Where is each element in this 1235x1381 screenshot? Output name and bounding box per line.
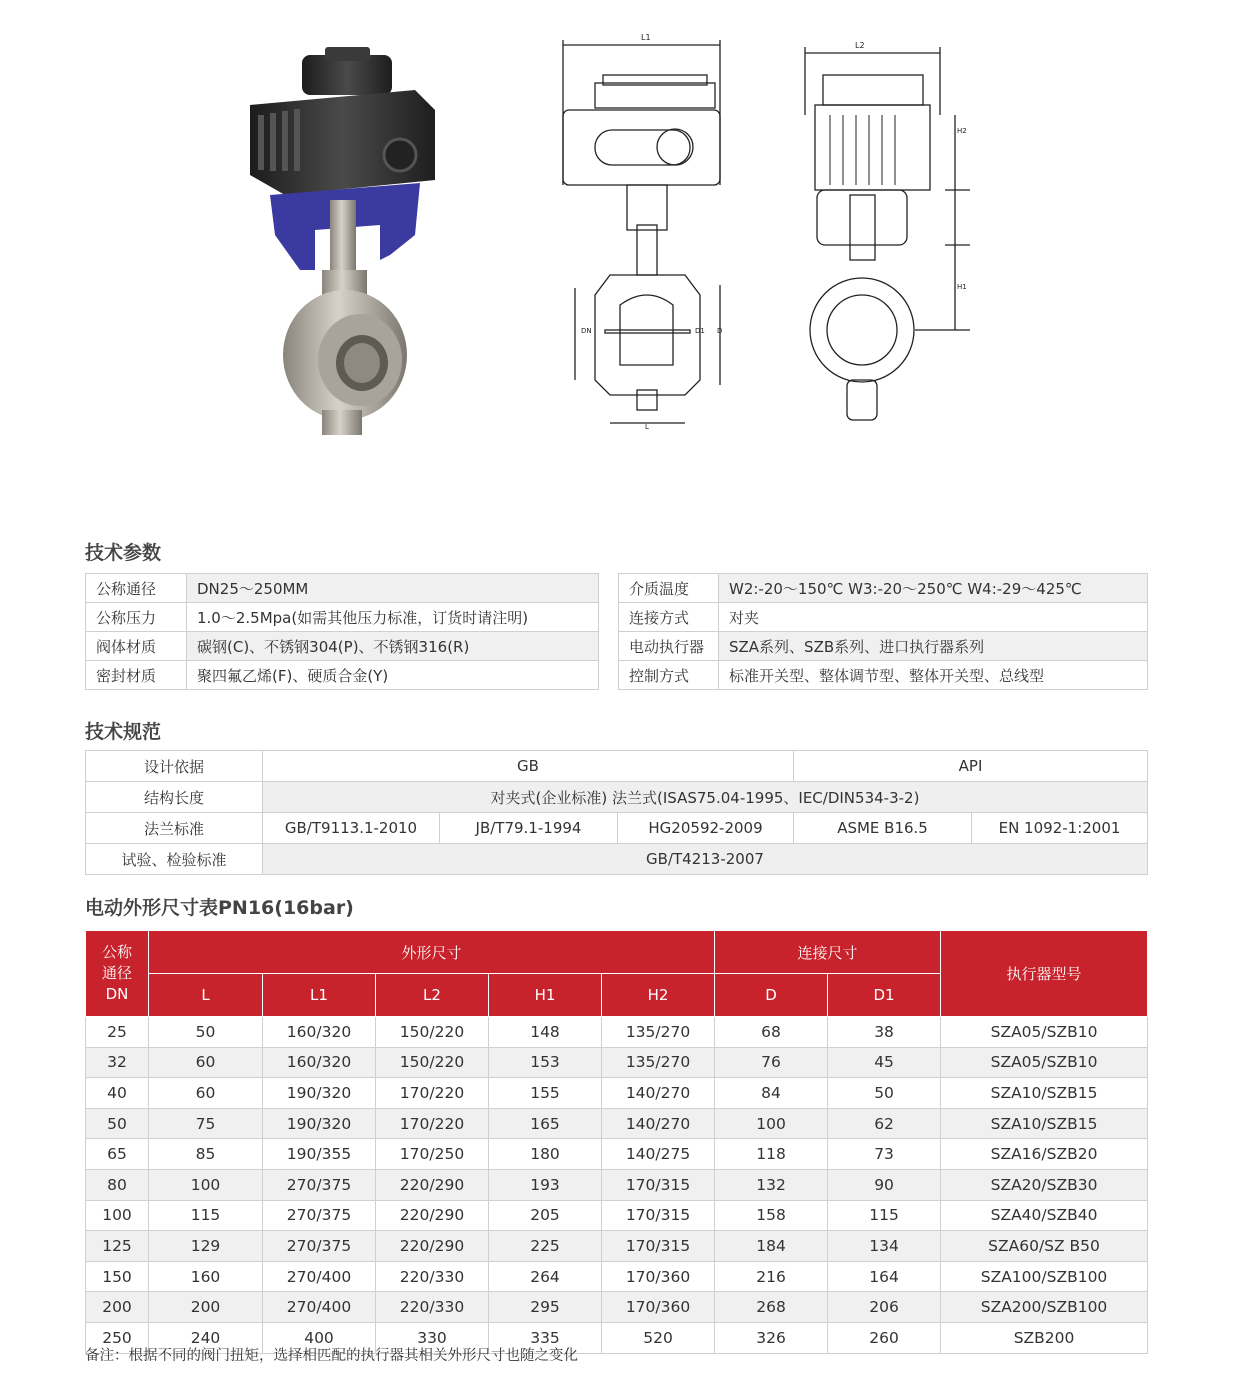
spec-value: EN 1092-1:2001 [972,813,1148,844]
footnote: 备注：根据不同的阀门扭矩，选择相匹配的执行器其相关外形尺寸也随之变化 [85,1348,578,1364]
param-label: 密封材质 [86,661,187,690]
table-cell: 76 [715,1047,828,1078]
table-cell: 330 [376,1322,489,1353]
table-cell: 150/220 [376,1047,489,1078]
table-cell: 60 [149,1047,263,1078]
table-cell: 160/320 [263,1047,376,1078]
header-l2: L2 [376,974,489,1017]
table-cell: 520 [602,1322,715,1353]
table-cell: 268 [715,1292,828,1323]
table-row [619,603,1148,632]
table-cell: 270/375 [263,1200,376,1231]
spec-label: 法兰标准 [86,813,263,844]
table-cell: SZA200/SZB100 [941,1292,1148,1323]
table-cell: 264 [489,1261,602,1292]
table-cell: 100 [149,1169,263,1200]
table-cell: 170/315 [602,1231,715,1262]
table-cell: 260 [828,1322,941,1353]
param-label: 介质温度 [619,574,719,603]
spec-value: HG20592-2009 [618,813,794,844]
table-cell: 140/270 [602,1078,715,1109]
table-cell: 153 [489,1047,602,1078]
table-cell: 90 [828,1169,941,1200]
param-value: 碳钢(C)、不锈钢304(P)、不锈钢316(R) [187,632,599,661]
table-cell: 150 [86,1261,149,1292]
table-cell: 193 [489,1169,602,1200]
header-d: D [715,974,828,1017]
header-l1: L1 [263,974,376,1017]
table-row [86,813,1148,844]
tech-params-left-table [85,573,599,690]
table-row [619,632,1148,661]
dims-table [85,930,1148,1354]
table-cell: 135/270 [602,1047,715,1078]
table-cell: 220/290 [376,1169,489,1200]
spec-value: GB/T4213-2007 [263,844,1148,875]
table-cell: SZA05/SZB10 [941,1017,1148,1048]
table-cell: 326 [715,1322,828,1353]
header-dn-line: 通径 [101,964,132,982]
table-cell: 135/270 [602,1017,715,1048]
table-cell: SZA100/SZB100 [941,1261,1148,1292]
table-row [86,1139,1148,1170]
table-cell: 206 [828,1292,941,1323]
table-cell: 170/360 [602,1292,715,1323]
param-label: 电动执行器 [619,632,719,661]
table-cell: 270/375 [263,1231,376,1262]
table-row [86,1292,1148,1323]
table-cell: 216 [715,1261,828,1292]
table-cell: 190/320 [263,1078,376,1109]
table-cell: 134 [828,1231,941,1262]
table-cell: 100 [715,1108,828,1139]
table-cell: 132 [715,1169,828,1200]
param-value: 标准开关型、整体调节型、整体开关型、总线型 [719,661,1148,690]
param-value: 1.0～2.5Mpa(如需其他压力标准，订货时请注明) [187,603,599,632]
table-cell: 140/270 [602,1108,715,1139]
table-cell: 65 [86,1139,149,1170]
spec-value-gb: GB [263,751,794,782]
front-view-drawing [555,35,730,435]
table-row [86,1200,1148,1231]
table-cell: 38 [828,1017,941,1048]
table-cell: 40 [86,1078,149,1109]
table-row [86,1261,1148,1292]
table-cell: 148 [489,1017,602,1048]
tech-spec-table [85,750,1148,875]
table-cell: 295 [489,1292,602,1323]
table-cell: 270/400 [263,1261,376,1292]
spec-value-api: API [794,751,1148,782]
table-cell: 160/320 [263,1017,376,1048]
dims-table-title: 电动外形尺寸表PN16(16bar) [85,897,354,919]
header-dn-line: 公称 [101,943,132,961]
table-cell: 170/250 [376,1139,489,1170]
param-value: 对夹 [719,603,1148,632]
table-cell: 125 [86,1231,149,1262]
table-header-row [86,931,1148,974]
table-cell: 100 [86,1200,149,1231]
table-cell: 150/220 [376,1017,489,1048]
table-cell: SZA16/SZB20 [941,1139,1148,1170]
spec-value: JB/T79.1-1994 [440,813,618,844]
spec-value: GB/T9113.1-2010 [263,813,440,844]
header-dn-line: DN [105,985,129,1003]
table-cell: 68 [715,1017,828,1048]
header-dn [86,931,149,1017]
table-cell: 170/220 [376,1078,489,1109]
table-cell: 190/355 [263,1139,376,1170]
table-row [86,1017,1148,1048]
table-cell: 50 [86,1108,149,1139]
dim-label-d: D [717,327,723,335]
table-row [86,1231,1148,1262]
table-cell: 220/330 [376,1292,489,1323]
side-view-drawing [795,35,975,435]
dim-label-h2: H2 [957,127,967,135]
table-cell: 85 [149,1139,263,1170]
table-cell: 129 [149,1231,263,1262]
param-label: 控制方式 [619,661,719,690]
table-cell: SZA40/SZB40 [941,1200,1148,1231]
table-cell: 240 [149,1322,263,1353]
table-cell: SZB200 [941,1322,1148,1353]
table-cell: 160 [149,1261,263,1292]
table-cell: 25 [86,1017,149,1048]
table-cell: 73 [828,1139,941,1170]
spec-label: 结构长度 [86,782,263,813]
table-cell: SZA10/SZB15 [941,1108,1148,1139]
table-cell: 165 [489,1108,602,1139]
table-cell: 220/290 [376,1200,489,1231]
table-cell: 220/290 [376,1231,489,1262]
dim-label-l1: L1 [641,33,651,42]
param-value: SZA系列、SZB系列、进口执行器系列 [719,632,1148,661]
header-l: L [149,974,263,1017]
dim-label-d1: D1 [695,327,705,335]
table-cell: 190/320 [263,1108,376,1139]
table-cell: 118 [715,1139,828,1170]
table-cell: 180 [489,1139,602,1170]
table-cell: 80 [86,1169,149,1200]
table-cell: 225 [489,1231,602,1262]
header-d1: D1 [828,974,941,1017]
table-row [86,1047,1148,1078]
table-row [86,1169,1148,1200]
table-row [86,632,599,661]
table-cell: 400 [263,1322,376,1353]
table-cell: 155 [489,1078,602,1109]
table-cell: 164 [828,1261,941,1292]
table-cell: 32 [86,1047,149,1078]
dim-label-dn: DN [581,327,592,335]
table-cell: 170/315 [602,1169,715,1200]
param-value: DN25～250MM [187,574,599,603]
spec-value: 对夹式(企业标准) 法兰式(ISAS75.04-1995、IEC/DIN534-3-2) [263,782,1148,813]
table-cell: 270/375 [263,1169,376,1200]
table-cell: 335 [489,1322,602,1353]
table-cell: 270/400 [263,1292,376,1323]
header-outline: 外形尺寸 [149,931,715,974]
table-cell: 200 [149,1292,263,1323]
param-label: 连接方式 [619,603,719,632]
header-connect: 连接尺寸 [715,931,941,974]
table-cell: 170/315 [602,1200,715,1231]
param-label: 阀体材质 [86,632,187,661]
header-h2: H2 [602,974,715,1017]
table-cell: SZA60/SZ B50 [941,1231,1148,1262]
param-value: 聚四氟乙烯(F)、硬质合金(Y) [187,661,599,690]
table-cell: 115 [828,1200,941,1231]
table-cell: 45 [828,1047,941,1078]
table-row [619,661,1148,690]
table-row [86,574,599,603]
table-row [86,1078,1148,1109]
table-cell: 200 [86,1292,149,1323]
header-actuator: 执行器型号 [941,931,1148,1017]
table-cell: 115 [149,1200,263,1231]
valve-product-photo [230,45,460,440]
dim-label-l: L [645,423,649,431]
table-cell: SZA10/SZB15 [941,1078,1148,1109]
dim-label-l2: L2 [855,41,865,50]
table-cell: 50 [149,1017,263,1048]
table-cell: SZA20/SZB30 [941,1169,1148,1200]
spec-value: ASME B16.5 [794,813,972,844]
table-cell: 170/220 [376,1108,489,1139]
table-row [619,574,1148,603]
table-cell: SZA05/SZB10 [941,1047,1148,1078]
table-row [86,751,1148,782]
table-cell: 250 [86,1322,149,1353]
header-h1: H1 [489,974,602,1017]
table-cell: 75 [149,1108,263,1139]
param-value: W2:-20～150℃ W3:-20～250℃ W4:-29～425℃ [719,574,1148,603]
table-cell: 205 [489,1200,602,1231]
table-row [86,782,1148,813]
table-cell: 220/330 [376,1261,489,1292]
tech-params-title: 技术参数 [85,542,162,564]
param-label: 公称通径 [86,574,187,603]
table-cell: 140/275 [602,1139,715,1170]
spec-label: 试验、检验标准 [86,844,263,875]
tech-spec-title: 技术规范 [85,721,162,743]
table-cell: 62 [828,1108,941,1139]
spec-label: 设计依据 [86,751,263,782]
param-label: 公称压力 [86,603,187,632]
table-cell: 60 [149,1078,263,1109]
table-cell: 170/360 [602,1261,715,1292]
table-row [86,603,599,632]
table-row [86,844,1148,875]
table-cell: 84 [715,1078,828,1109]
dim-label-h1: H1 [957,283,967,291]
table-row [86,1108,1148,1139]
table-cell: 50 [828,1078,941,1109]
table-cell: 158 [715,1200,828,1231]
tech-params-right-table [618,573,1148,690]
table-cell: 184 [715,1231,828,1262]
table-row [86,661,599,690]
